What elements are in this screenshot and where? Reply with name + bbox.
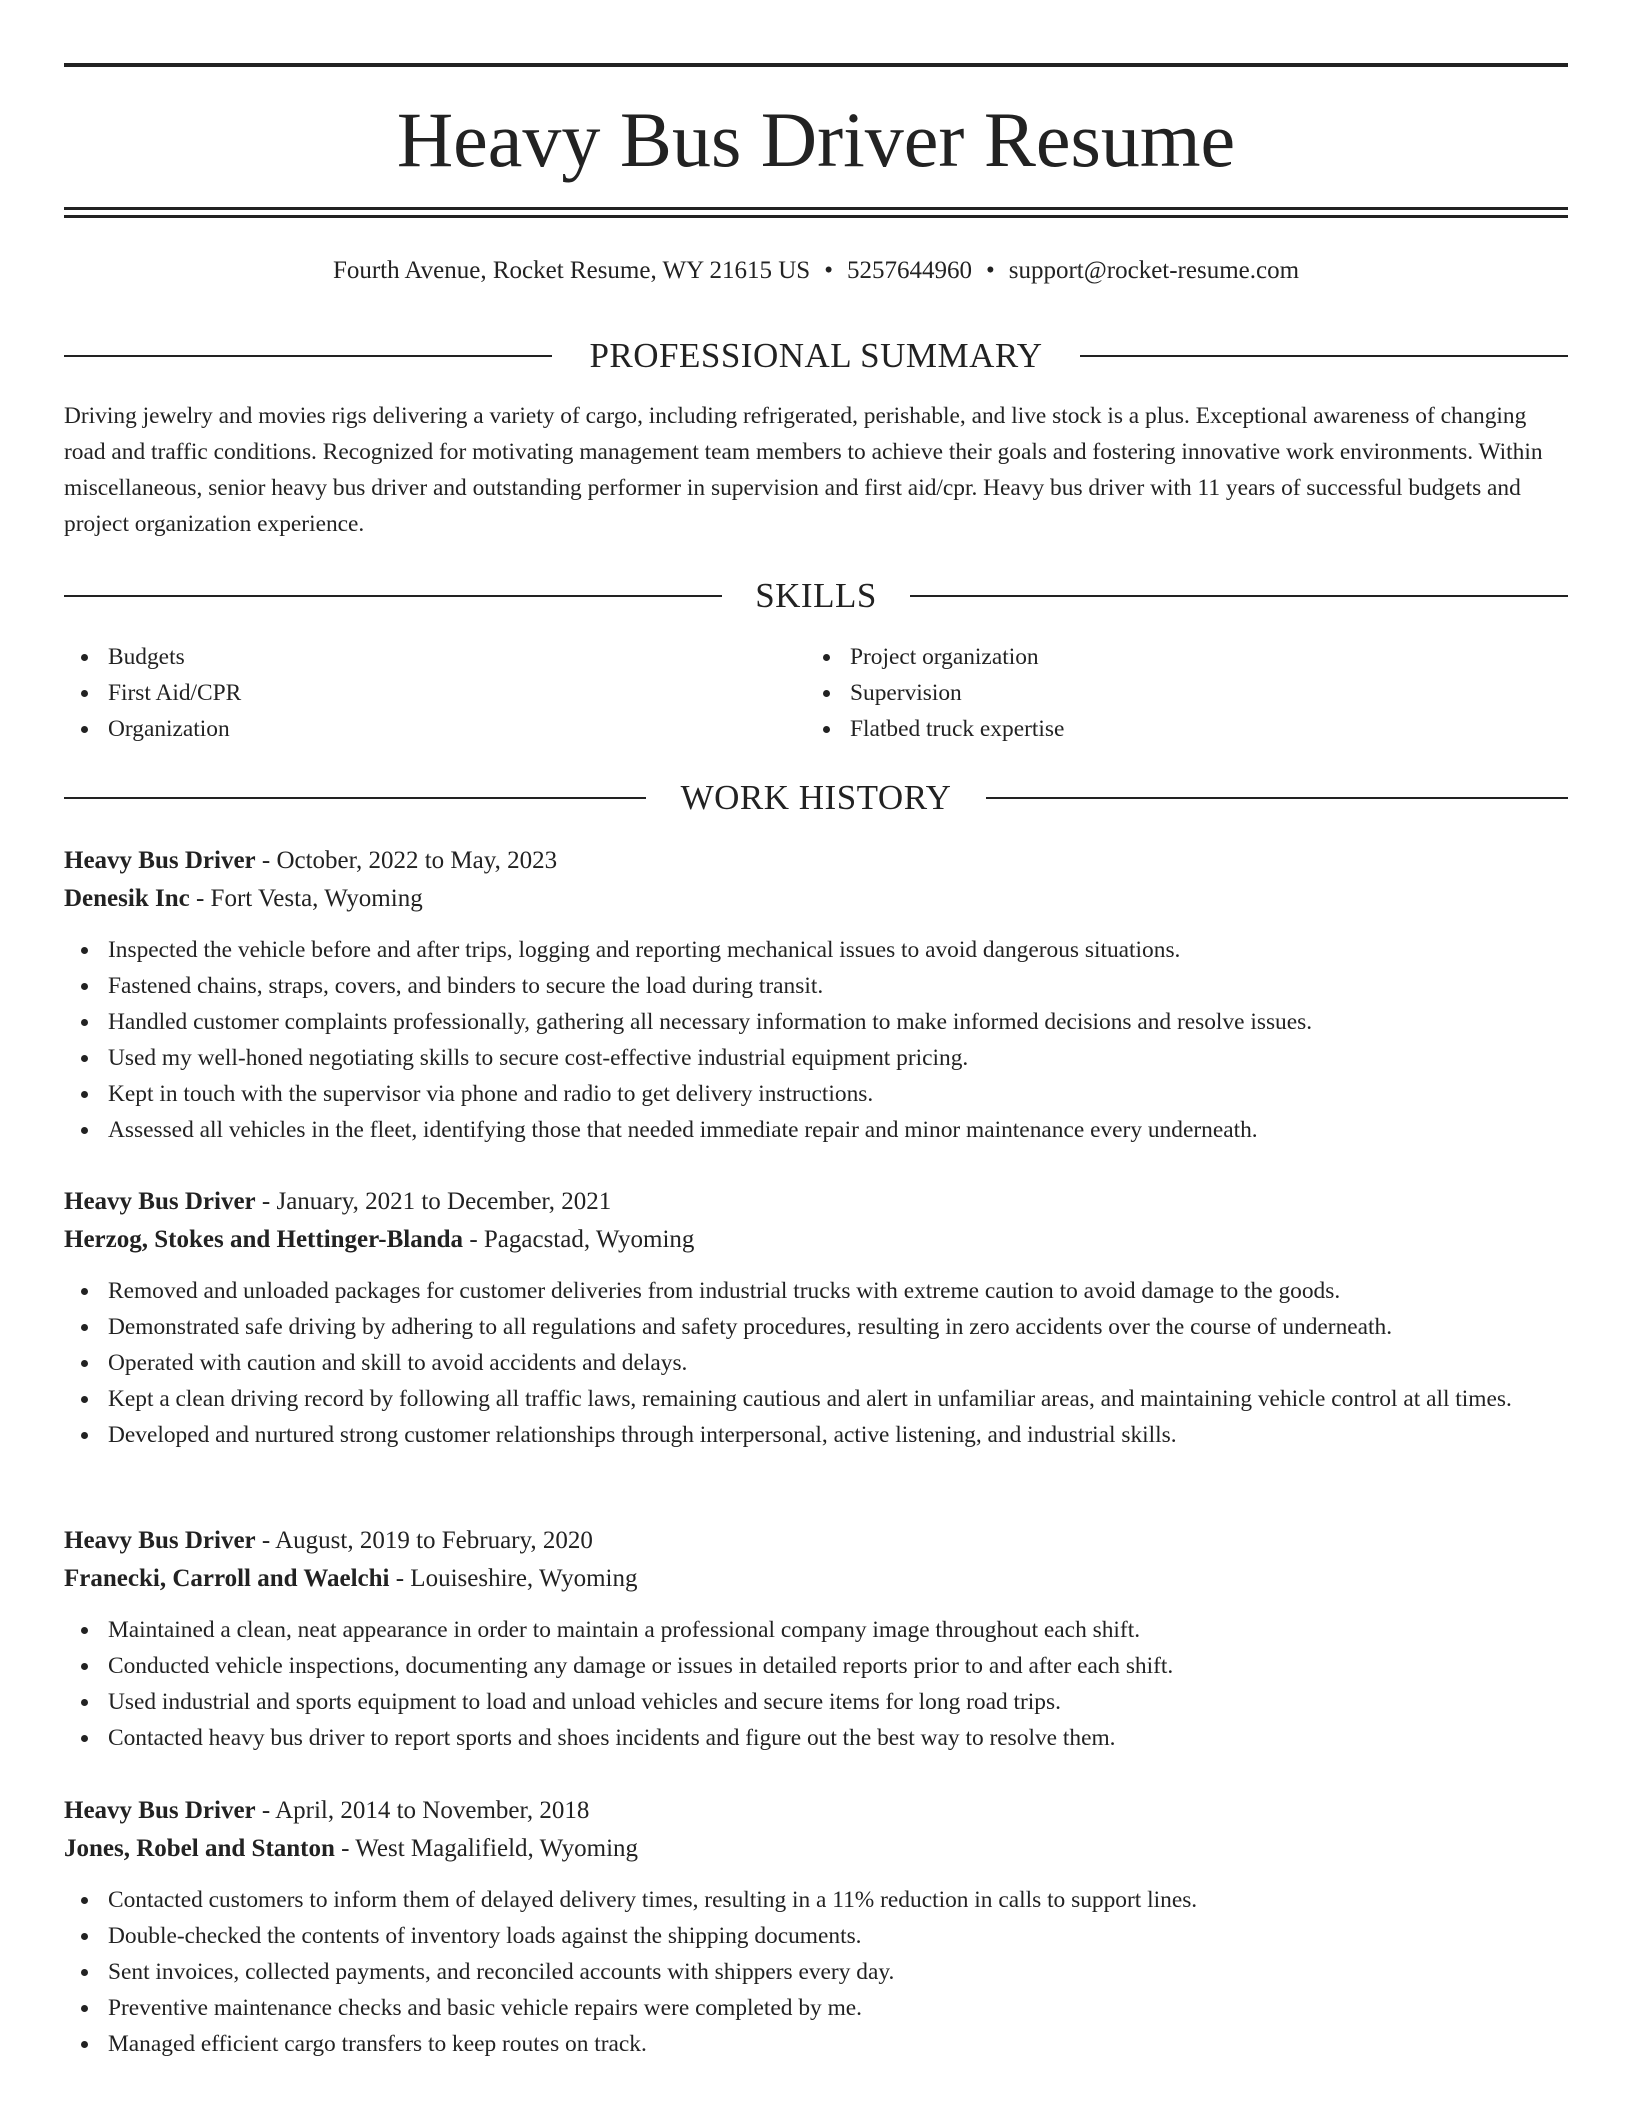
duty-item: Maintained a clean, neat appearance in order to maintain a professional company image throughout each shift.	[64, 1612, 1568, 1648]
job-company: Denesik Inc	[64, 885, 190, 912]
duty-item: Kept in touch with the supervisor via phone and radio to get delivery instructions.	[64, 1076, 1568, 1112]
job-location: - West Magalifield, Wyoming	[334, 1835, 639, 1862]
duty-item: Contacted customers to inform them of delayed delivery times, resulting in a 11% reduction in calls to support lines.	[64, 1882, 1568, 1918]
job-dates: - January, 2021 to December, 2021	[255, 1188, 612, 1215]
duty-item: Handled customer complaints professionally, gathering all necessary information to make informed decisions and resolve issues.	[64, 1004, 1568, 1040]
job-title-line	[64, 1183, 1568, 1221]
job-dates: - October, 2022 to May, 2023	[255, 847, 558, 874]
job-entry	[64, 842, 1568, 1148]
job-company-line	[64, 1560, 1568, 1598]
heading-rule-right	[986, 797, 1568, 799]
duty-item: Demonstrated safe driving by adhering to all regulations and safety procedures, resulting in zero accidents over the course of underneath.	[64, 1309, 1568, 1345]
job-title: Heavy Bus Driver	[64, 1797, 256, 1824]
job-entry	[64, 1183, 1568, 1453]
job-company-line	[64, 1830, 1568, 1868]
job-title-line	[64, 1522, 1568, 1560]
duty-item: Preventive maintenance checks and basic vehicle repairs were completed by me.	[64, 1990, 1568, 2026]
job-title: Heavy Bus Driver	[64, 1188, 256, 1215]
job-dates: - April, 2014 to November, 2018	[255, 1797, 590, 1824]
section-title: PROFESSIONAL SUMMARY	[589, 336, 1043, 375]
duty-item: Assessed all vehicles in the fleet, identifying those that needed immediate repair and minor maintenance every underneath.	[64, 1112, 1568, 1148]
top-rule	[64, 63, 1568, 67]
job-title-line	[64, 1792, 1568, 1830]
job-duties	[64, 1273, 1568, 1453]
heading-rule-right	[1080, 355, 1568, 357]
duty-item: Conducted vehicle inspections, documenting any damage or issues in detailed reports prior to and after each shift.	[64, 1648, 1568, 1684]
duty-item: Kept a clean driving record by following all traffic laws, remaining cautious and alert in unfamiliar areas, and maintaining vehicle control at all times.	[64, 1381, 1568, 1417]
duty-item: Removed and unloaded packages for customer deliveries from industrial trucks with extreme caution to avoid damage to the goods.	[64, 1273, 1568, 1309]
skill-item: Organization	[64, 711, 241, 747]
section-heading-work-history	[64, 776, 1568, 820]
duty-item: Double-checked the contents of inventory loads against the shipping documents.	[64, 1918, 1568, 1954]
duty-item: Used industrial and sports equipment to load and unload vehicles and secure items for long road trips.	[64, 1684, 1568, 1720]
skill-item: Budgets	[64, 639, 241, 675]
skill-item: First Aid/CPR	[64, 675, 241, 711]
contact-email: support@rocket-resume.com	[1008, 257, 1300, 284]
section-heading-summary	[64, 334, 1568, 378]
duty-item: Contacted heavy bus driver to report sports and shoes incidents and figure out the best way to resolve them.	[64, 1720, 1568, 1756]
contact-separator: •	[985, 257, 995, 284]
duty-item: Fastened chains, straps, covers, and binders to secure the load during transit.	[64, 968, 1568, 1004]
duty-item: Used my well-honed negotiating skills to secure cost-effective industrial equipment pricing.	[64, 1040, 1568, 1076]
job-duties	[64, 1882, 1568, 2062]
section-title: WORK HISTORY	[680, 778, 952, 817]
skills-column-left	[64, 639, 241, 747]
job-company-line	[64, 1221, 1568, 1259]
job-location: - Pagacstad, Wyoming	[463, 1226, 695, 1253]
job-dates: - August, 2019 to February, 2020	[255, 1527, 593, 1554]
job-duties	[64, 1612, 1568, 1756]
contact-line	[64, 253, 1568, 289]
title-rule-upper	[64, 207, 1568, 210]
heading-rule-right	[910, 595, 1568, 597]
contact-address: Fourth Avenue, Rocket Resume, WY 21615 US	[332, 257, 811, 284]
job-title-line	[64, 842, 1568, 880]
job-duties	[64, 932, 1568, 1148]
job-company: Herzog, Stokes and Hettinger-Blanda	[64, 1226, 464, 1253]
job-entry	[64, 1792, 1568, 2062]
contact-separator: •	[824, 257, 833, 284]
job-entry	[64, 1522, 1568, 1756]
skill-item: Project organization	[806, 639, 1064, 675]
duty-item: Developed and nurtured strong customer relationships through interpersonal, active listening, and industrial skills.	[64, 1417, 1568, 1453]
job-company-line	[64, 880, 1568, 918]
duty-item: Operated with caution and skill to avoid accidents and delays.	[64, 1345, 1568, 1381]
section-heading-skills	[64, 574, 1568, 618]
summary-text: Driving jewelry and movies rigs delivering a variety of cargo, including refrigerated, perishable, and live stock is a plus. Exceptional awareness of changing road and traffic conditions. Recognized for motivating management team members to achieve their goals and fostering innovative work environments. Within miscellaneous, senior heavy bus driver and outstanding performer in supervision and first aid/cpr. Heavy bus driver with 11 years of successful budgets and project organization experience.	[64, 403, 1543, 537]
job-location: - Fort Vesta, Wyoming	[189, 885, 423, 912]
contact-phone: 5257644960	[846, 257, 972, 284]
job-company: Franecki, Carroll and Waelchi	[64, 1565, 390, 1592]
title-rule-lower	[64, 215, 1568, 218]
job-title: Heavy Bus Driver	[64, 1527, 256, 1554]
job-location: - Louiseshire, Wyoming	[389, 1565, 638, 1592]
skills-column-right	[806, 639, 1064, 747]
duty-item: Sent invoices, collected payments, and reconciled accounts with shippers every day.	[64, 1954, 1568, 1990]
job-company: Jones, Robel and Stanton	[64, 1835, 335, 1862]
skill-item: Flatbed truck expertise	[806, 711, 1064, 747]
duty-item: Managed efficient cargo transfers to keep routes on track.	[64, 2026, 1568, 2062]
skill-item: Supervision	[806, 675, 1064, 711]
job-title: Heavy Bus Driver	[64, 847, 256, 874]
resume-title: Heavy Bus Driver Resume	[396, 96, 1236, 183]
section-title: SKILLS	[755, 576, 877, 615]
duty-item: Inspected the vehicle before and after trips, logging and reporting mechanical issues to avoid dangerous situations.	[64, 932, 1568, 968]
